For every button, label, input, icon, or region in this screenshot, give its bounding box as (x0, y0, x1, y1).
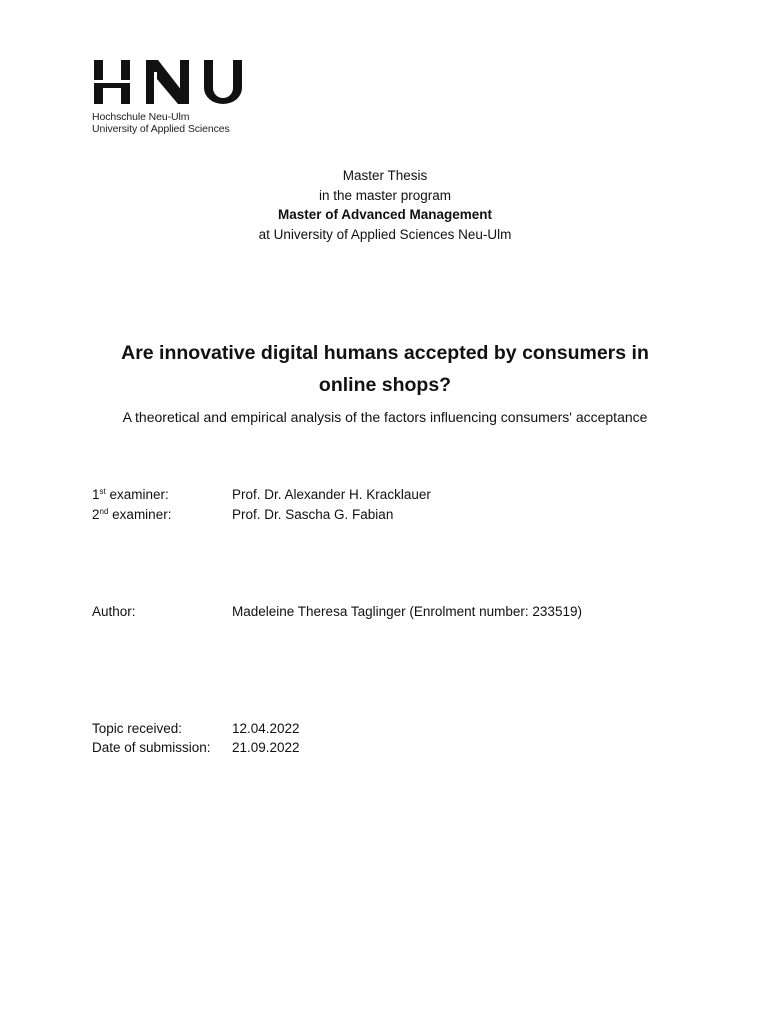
hnu-logo-icon (92, 58, 250, 106)
examiner-row-1 (92, 485, 431, 505)
topic-received-label: Topic received: (92, 721, 183, 736)
logo-line-2: University of Applied Sciences (92, 123, 230, 135)
submission-date-value: 21.09.2022 (232, 740, 300, 755)
program-name: Master of Advanced Management (277, 207, 493, 222)
thesis-title (60, 337, 710, 401)
submission-date-row (92, 738, 300, 758)
topic-received-row (92, 719, 300, 739)
examiner-name-1: Prof. Dr. Alexander H. Kracklauer (232, 487, 431, 502)
author-row (92, 602, 582, 622)
author-label: Author: (92, 604, 136, 619)
examiner-row-2 (92, 505, 394, 525)
examiner-label-2: 2nd examiner: (92, 507, 172, 522)
examiner-label-1: 1st examiner: (92, 487, 169, 502)
thesis-info (0, 166, 770, 244)
logo-line-1: Hochschule Neu-Ulm (92, 111, 190, 123)
submission-date-label: Date of submission: (92, 740, 211, 755)
thesis-program-intro: in the master program (318, 187, 452, 203)
topic-received-value: 12.04.2022 (232, 721, 300, 736)
university-logo (92, 58, 272, 135)
title-line-2: online shops? (318, 374, 452, 396)
examiner-name-2: Prof. Dr. Sascha G. Fabian (232, 507, 394, 522)
author-value: Madeleine Theresa Taglinger (Enrolment number: 233519) (232, 604, 582, 619)
thesis-type: Master Thesis (342, 168, 428, 183)
university-name: at University of Applied Sciences Neu-Ulm (258, 226, 512, 242)
thesis-subtitle: A theoretical and empirical analysis of the factors influencing consumers' acceptance (122, 409, 648, 425)
title-line-1: Are innovative digital humans accepted by consumers in (121, 342, 649, 364)
